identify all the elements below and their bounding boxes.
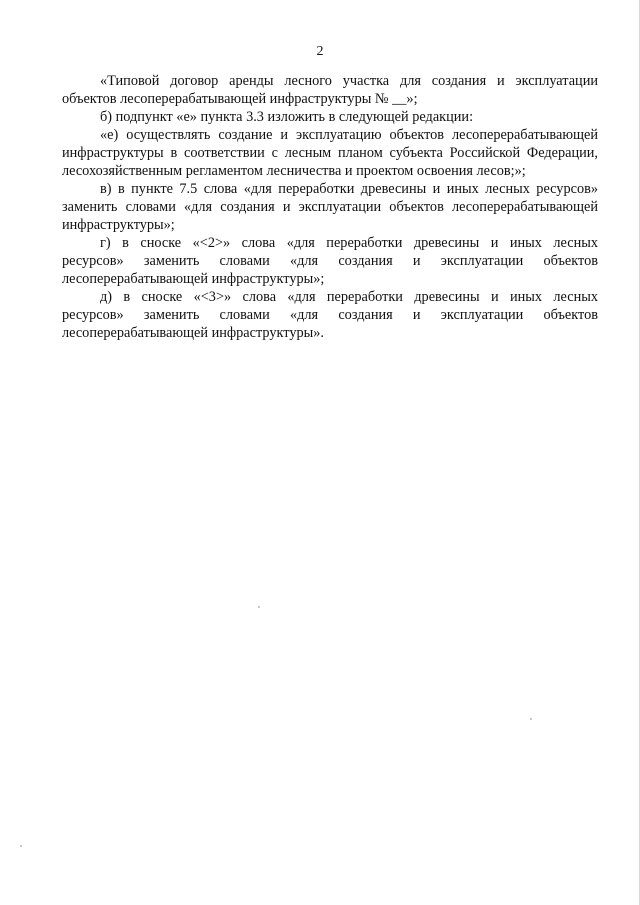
paragraph-line: лесохозяйственным регламентом лесничества и проектом освоения лесов;»; bbox=[62, 163, 526, 179]
page-number: 2 bbox=[316, 44, 324, 59]
paragraph-line: лесоперерабатывающей инфраструктуры»; bbox=[62, 271, 325, 287]
scan-speck bbox=[20, 845, 22, 847]
paragraph-line: объектов лесоперерабатывающей инфраструктуры № __»; bbox=[62, 91, 418, 107]
paragraph-line: в) в пункте 7.5 слова «для переработки древесины и иных лесных ресурсов» bbox=[100, 181, 598, 197]
paragraph-2 bbox=[62, 108, 598, 126]
paragraph-line: ресурсов» заменить словами «для создания и эксплуатации объектов bbox=[62, 307, 598, 323]
paragraph-4 bbox=[62, 180, 598, 234]
scan-speck bbox=[258, 606, 260, 608]
paragraph-line: инфраструктуры в соответствии с лесным планом субъекта Российской Федерации, bbox=[62, 145, 598, 161]
paragraph-line: заменить словами «для создания и эксплуатации объектов лесоперерабатывающей bbox=[62, 199, 598, 215]
paragraph-6 bbox=[62, 288, 598, 342]
paragraph-3 bbox=[62, 126, 598, 180]
paragraph-line: г) в сноске «<2>» слова «для переработки древесины и иных лесных bbox=[100, 235, 598, 251]
paragraph-line: «Типовой договор аренды лесного участка для создания и эксплуатации bbox=[100, 73, 598, 89]
paragraph-1 bbox=[62, 72, 598, 108]
paragraph-line: д) в сноске «<3>» слова «для переработки древесины и иных лесных bbox=[100, 289, 598, 305]
paragraph-line: б) подпункт «е» пункта 3.3 изложить в следующей редакции: bbox=[100, 109, 474, 125]
paragraph-line: «е) осуществлять создание и эксплуатацию объектов лесоперерабатывающей bbox=[100, 127, 598, 143]
paragraph-line: ресурсов» заменить словами «для создания и эксплуатации объектов bbox=[62, 253, 598, 269]
paragraph-line: лесоперерабатывающей инфраструктуры». bbox=[62, 325, 324, 341]
paragraph-line: инфраструктуры»; bbox=[62, 217, 175, 233]
paragraph-5 bbox=[62, 234, 598, 288]
scan-speck bbox=[530, 718, 532, 720]
document-body bbox=[62, 72, 598, 342]
